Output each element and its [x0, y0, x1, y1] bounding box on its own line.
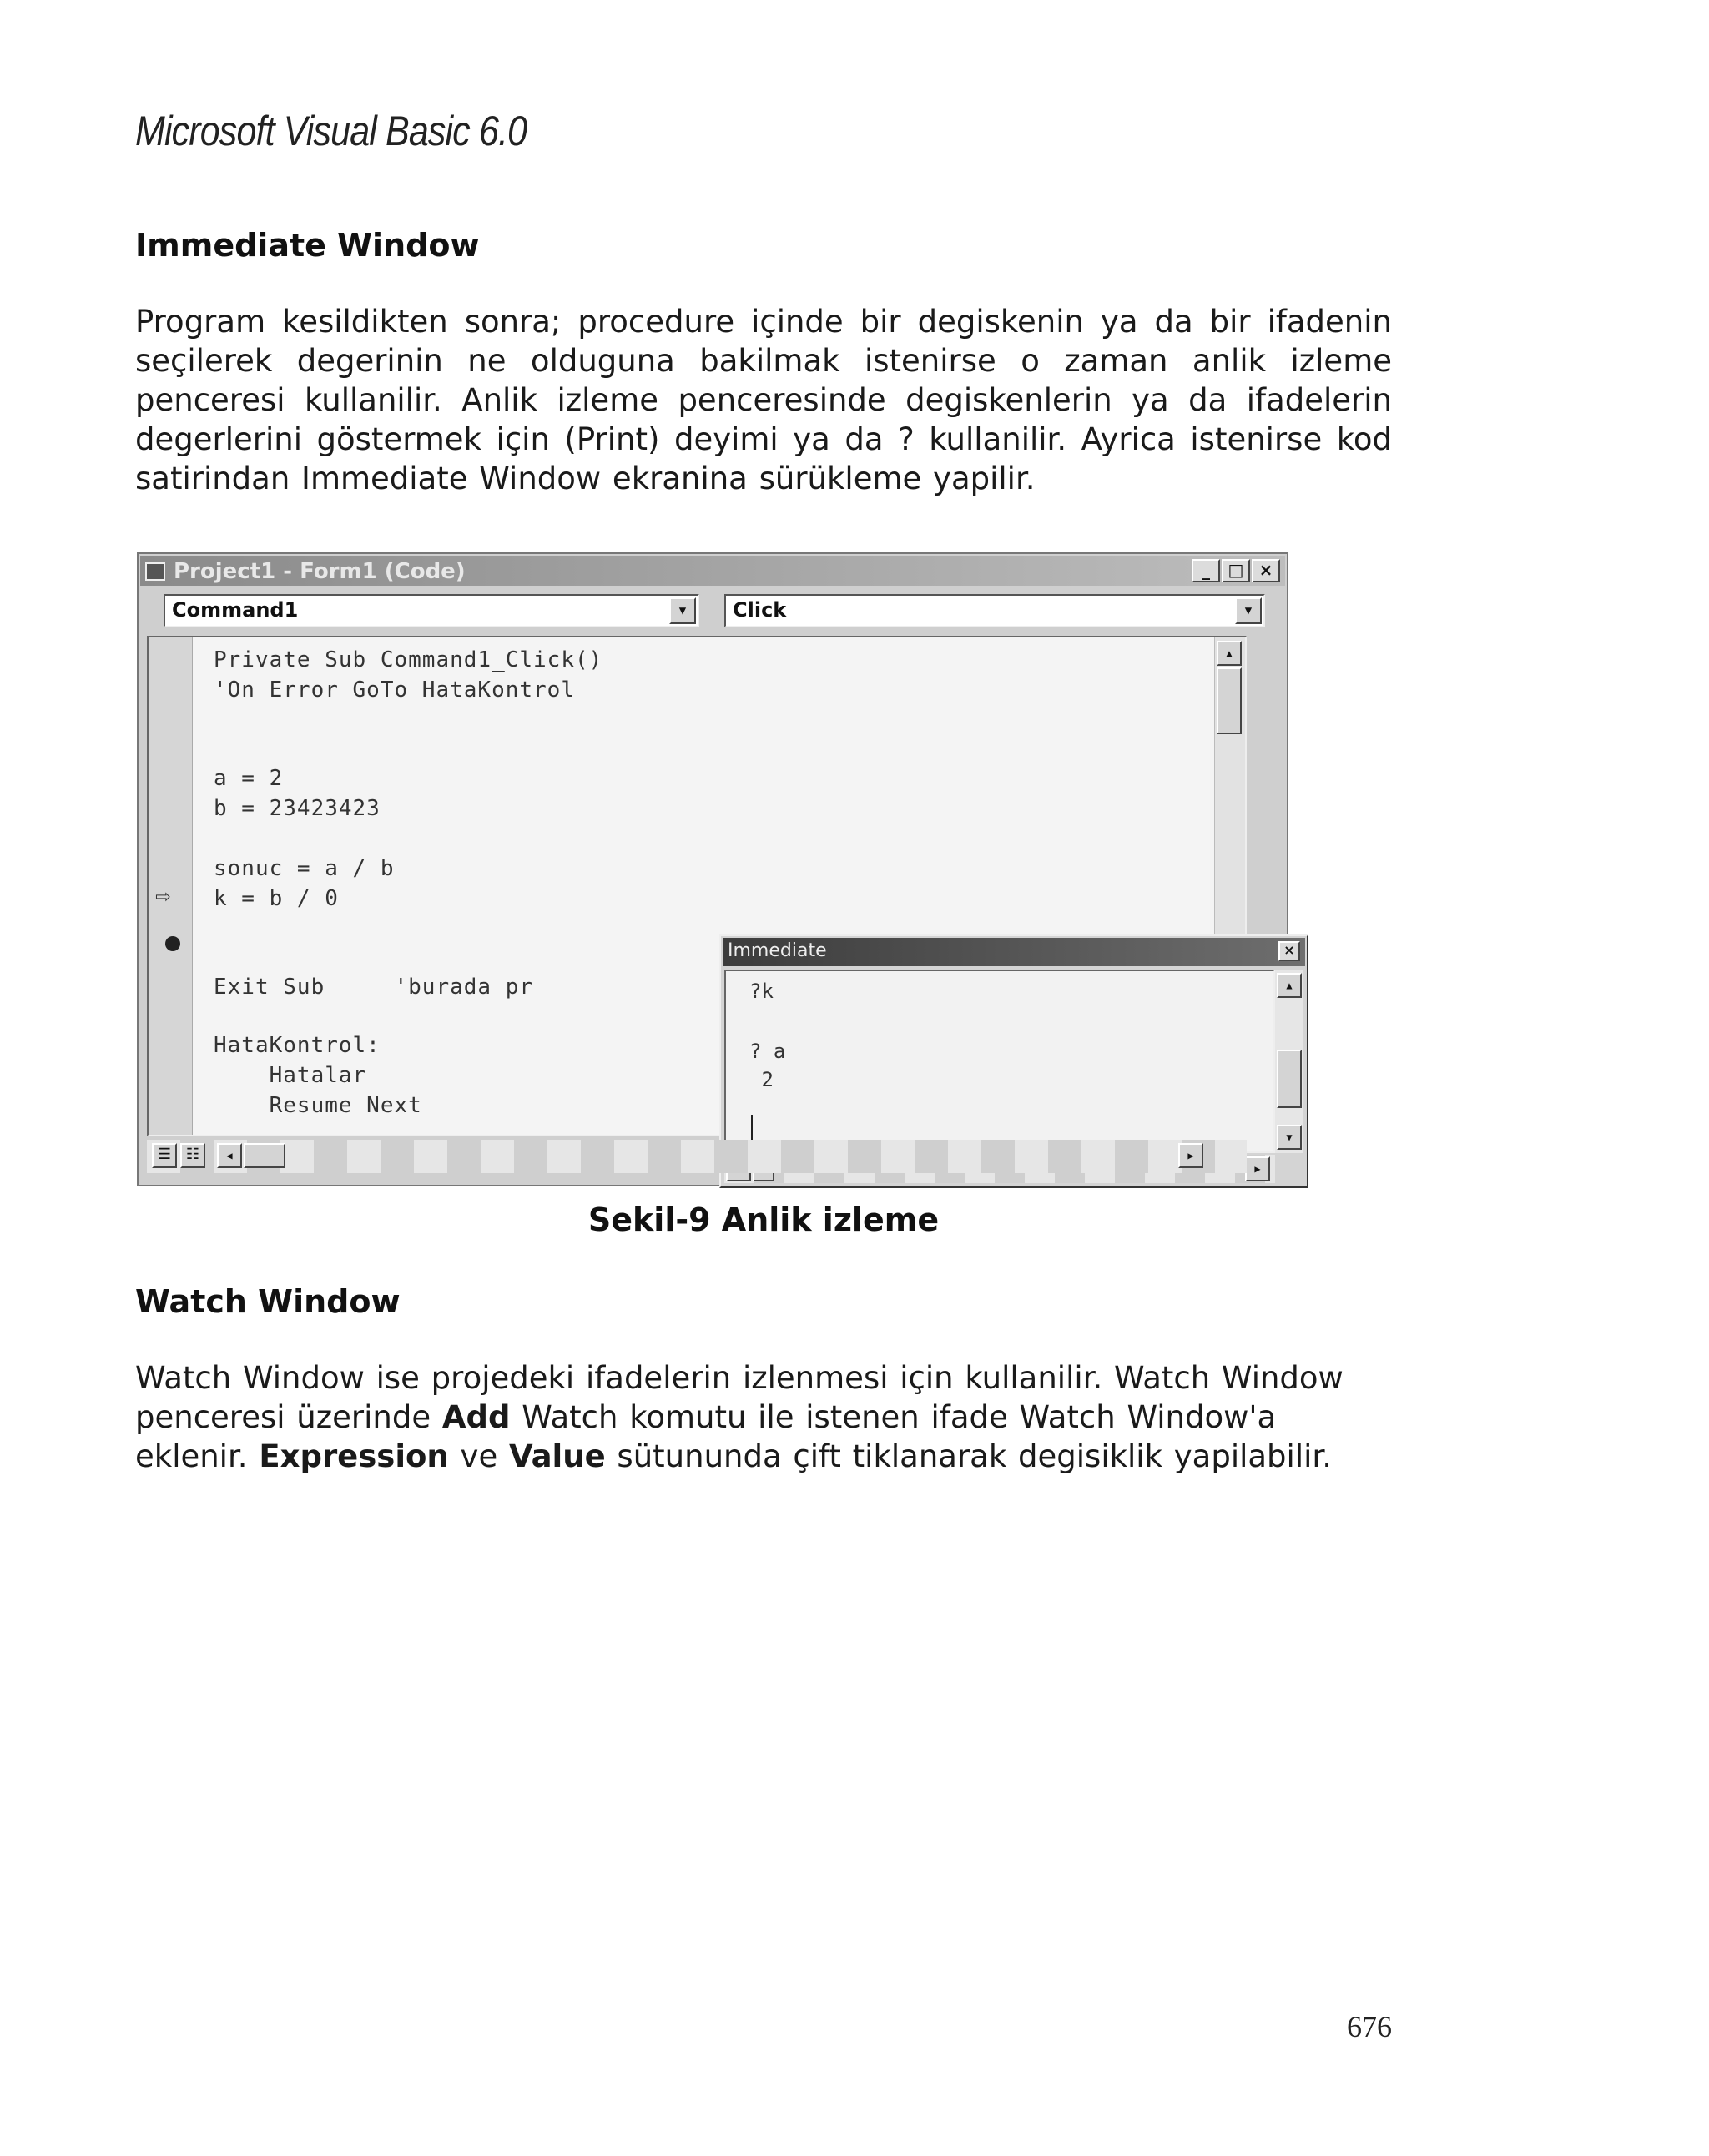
procedure-combo-value: Click: [733, 598, 787, 622]
running-head: Microsoft Visual Basic 6.0: [135, 108, 527, 154]
code-line: a = 2: [214, 766, 284, 791]
paragraph-line: [135, 1437, 1392, 1476]
code-window-titlebar: [140, 556, 1285, 586]
section-heading-watch: Watch Window: [135, 1283, 401, 1320]
paragraph-line: penceresi kullanilir. Anlik izleme penceresinde degiskenlerin ya da ifadelerin: [135, 382, 1392, 418]
immediate-line: 2: [749, 1068, 774, 1091]
code-window-title: Project1 - Form1 (Code): [174, 559, 466, 584]
scroll-up-icon[interactable]: ▲: [1217, 641, 1242, 666]
text-run: ve: [448, 1438, 509, 1474]
immediate-line: ? a: [749, 1040, 786, 1063]
immediate-title: Immediate: [728, 940, 827, 961]
code-line: Exit Sub 'burada pr: [214, 975, 534, 1000]
scroll-down-icon[interactable]: ▼: [1277, 1125, 1302, 1150]
chevron-down-icon[interactable]: ▼: [669, 597, 696, 624]
paragraph-line: degerlerini göstermek için (Print) deyimi ya da ? kullanilir. Ayrica istenirse kod: [135, 421, 1392, 457]
scroll-thumb[interactable]: [1217, 667, 1242, 734]
immediate-titlebar: [723, 938, 1305, 966]
scroll-thumb[interactable]: [1277, 1050, 1302, 1108]
code-line: 'On Error GoTo HataKontrol: [214, 678, 575, 703]
close-button[interactable]: ×: [1252, 559, 1280, 582]
code-line: k = b / 0: [214, 886, 339, 911]
window-buttons: [1192, 559, 1280, 582]
paragraph-line: Program kesildikten sonra; procedure içinde bir degiskenin ya da bir ifadenin: [135, 304, 1392, 340]
scroll-right-icon[interactable]: ▶: [1178, 1143, 1203, 1168]
chevron-down-icon[interactable]: ▼: [1235, 597, 1262, 624]
procedure-combo[interactable]: [724, 594, 1265, 627]
execution-arrow-icon: ⇨: [155, 881, 171, 910]
immediate-line: ?k: [749, 980, 774, 1003]
procedure-view-icon[interactable]: ☰: [152, 1143, 177, 1168]
code-line: HataKontrol:: [214, 1033, 381, 1058]
indicator-margin: [149, 637, 193, 1135]
bold-text: Value: [508, 1438, 606, 1474]
code-line: Hatalar: [214, 1063, 367, 1088]
paragraph-watch: [135, 1358, 1392, 1476]
full-module-view-icon[interactable]: ☷: [180, 1143, 205, 1168]
text-caret: [751, 1115, 753, 1143]
code-window-statusbar: [147, 1140, 1247, 1173]
code-line: Resume Next: [214, 1093, 422, 1118]
paragraph-line: [135, 1398, 1392, 1437]
immediate-vertical-scrollbar[interactable]: [1275, 970, 1303, 1153]
scroll-thumb[interactable]: [244, 1143, 285, 1168]
minimize-button[interactable]: _: [1192, 559, 1220, 582]
text-run: sütununda çift tiklanarak degisiklik yapilabilir.: [605, 1438, 1332, 1474]
paragraph-line: Watch Window ise projedeki ifadelerin izlenmesi için kullanilir. Watch Window: [135, 1360, 1344, 1396]
close-icon[interactable]: ×: [1278, 941, 1300, 961]
paragraph-line: satirindan Immediate Window ekranina sürükleme yapilir.: [135, 461, 1036, 496]
paragraph-immediate: [135, 302, 1392, 498]
breakpoint-icon: [165, 936, 180, 951]
bold-text: Expression: [259, 1438, 449, 1474]
text-run: Watch komutu ile istenen ifade Watch Window'a: [510, 1399, 1277, 1435]
form-icon: [145, 562, 165, 581]
scroll-right-icon[interactable]: ▶: [1245, 1156, 1270, 1181]
immediate-input[interactable]: [724, 970, 1275, 1153]
text-run: penceresi üzerinde: [135, 1399, 442, 1435]
bold-text: Add: [441, 1399, 511, 1435]
maximize-button[interactable]: □: [1222, 559, 1250, 582]
figure-caption: Sekil-9 Anlik izleme: [587, 1201, 940, 1238]
code-window-screenshot: [137, 552, 1295, 1186]
page-number: 676: [1347, 2010, 1392, 2043]
section-heading-immediate: Immediate Window: [135, 227, 480, 264]
code-line: sonuc = a / b: [214, 856, 395, 881]
object-combo-value: Command1: [172, 598, 299, 622]
text-run: eklenir.: [135, 1438, 260, 1474]
paragraph-line: seçilerek degerinin ne olduguna bakilmak istenirse o zaman anlik izleme: [135, 343, 1392, 379]
object-combo[interactable]: [164, 594, 699, 627]
scroll-up-icon[interactable]: ▲: [1277, 973, 1302, 998]
code-editor[interactable]: [147, 636, 1295, 1175]
code-line: Private Sub Command1_Click(): [214, 647, 603, 672]
code-line: b = 23423423: [214, 796, 381, 821]
scroll-left-icon[interactable]: ◀: [217, 1143, 242, 1168]
